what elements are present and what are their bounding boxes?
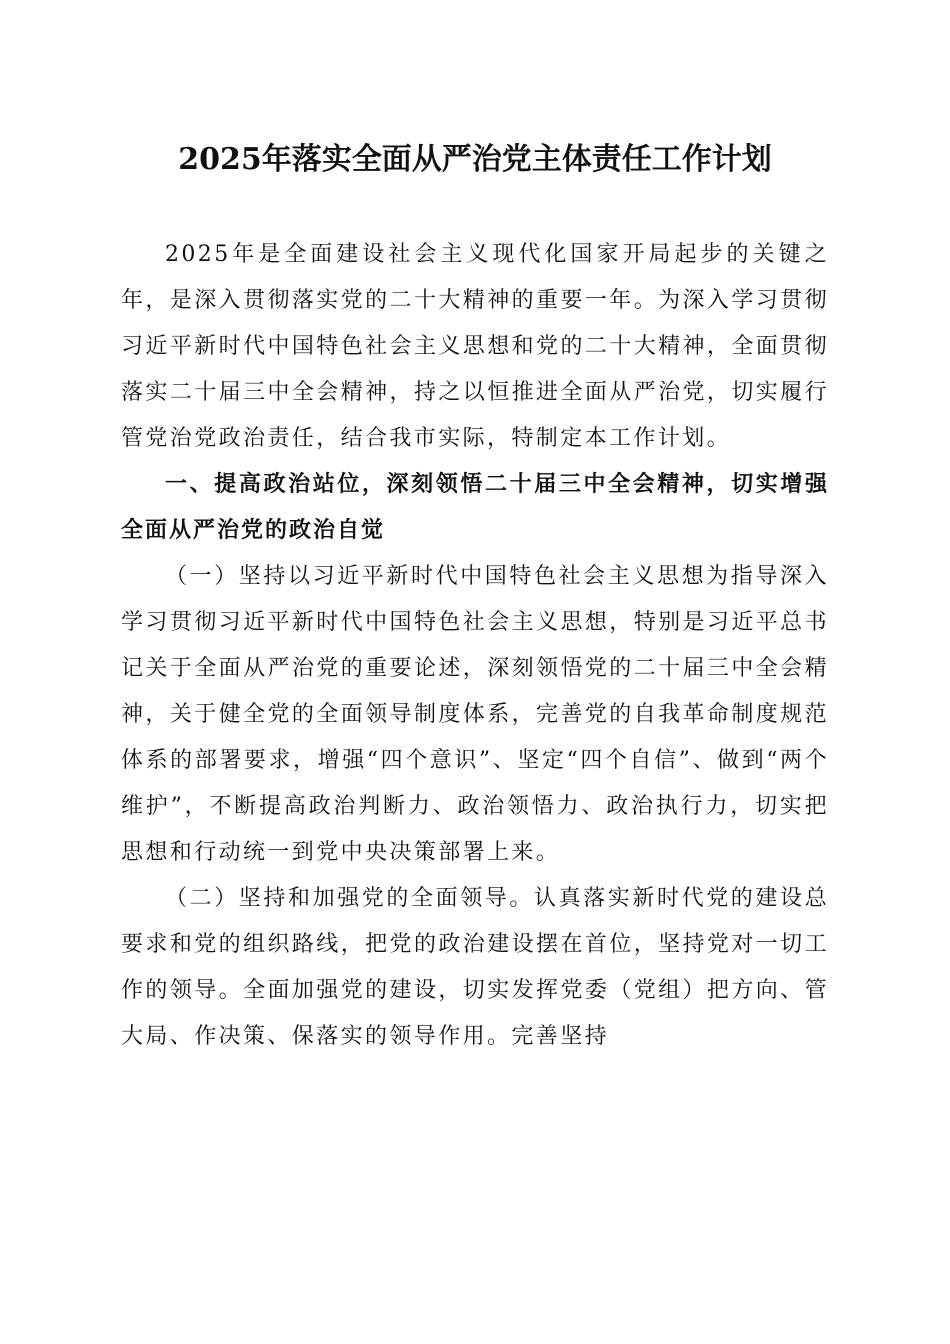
item-2-paragraph [121,876,829,1060]
item-1-paragraph [121,554,829,876]
section-heading: 一、提高政治站位，深刻领悟二十届三中全会精神，切实增强全面从严治党的政治自觉 [121,472,829,543]
document-title: 2025年落实全面从严治党主体责任工作计划 [178,142,772,177]
item-1-body: 深入学习贯彻习近平新时代中国特色社会主义思想，特别是习近平总书记关于全面从严治党的重要论述，深刻领悟党的二十届三中全会精神，关于健全党的全面领导制度体系，完善党的自我革命制度规范体系的部署要求，增强“四个意识”、坚定“四个自信”、做到“两个维护”，不断提高政治判断力、政治领悟力、政治执行力，切实把思想和行动统一到党中央决策部署上来。 [121,564,829,865]
item-1-heading: （一）坚持以习近平新时代中国特色社会主义思想为指导 [165,564,780,589]
item-2-body: 认真落实新时代党的建设总要求和党的组织路线，把党的政治建设摆在首位，坚持党对一切工作的领导。全面加强党的建设，切实发挥党委（党组）把方向、管大局、作决策、保落实的领导作用。完善坚持 [121,886,829,1049]
document-body [121,232,829,1060]
intro-paragraph: 2025年是全面建设社会主义现代化国家开局起步的关键之年，是深入贯彻落实党的二十大精神的重要一年。为深入学习贯彻习近平新时代中国特色社会主义思想和党的二十大精神，全面贯彻落实二十届三中全会精神，持之以恒推进全面从严治党，切实履行管党治党政治责任，结合我市实际，特制定本工作计划。 [121,242,829,451]
item-2-heading: （二）坚持和加强党的全面领导。 [165,886,534,911]
